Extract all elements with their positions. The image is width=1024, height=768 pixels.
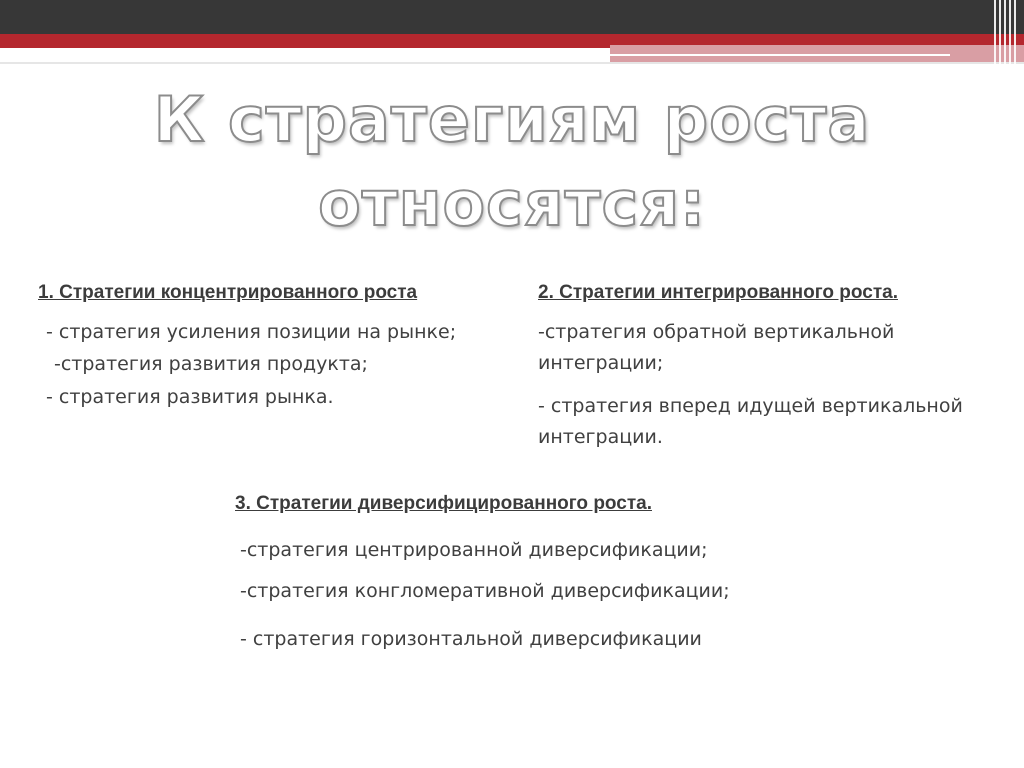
section-2-item: интеграции; <box>538 352 664 374</box>
section-1-item: - стратегия развития рынка. <box>46 386 334 408</box>
header-bar-red <box>0 34 1024 45</box>
section-3-item: - стратегия горизонтальной диверсификации <box>240 628 702 650</box>
slide-title-line-2: относятся: <box>318 167 706 240</box>
section-3-item: -стратегия центрированной диверсификации; <box>240 539 708 561</box>
slide-title <box>0 78 1024 246</box>
section-2-heading: 2. Стратегии интегрированного роста. <box>538 282 898 303</box>
section-2-item: - стратегия вперед идущей вертикальной <box>538 395 963 417</box>
header-thin-line <box>610 54 950 56</box>
slide-title-line-1: К стратегиям роста <box>153 83 871 156</box>
section-2-item: интеграции. <box>538 426 663 448</box>
section-1-heading: 1. Стратегии концентрированного роста <box>38 282 418 303</box>
header-bar-dark <box>0 0 1024 34</box>
header-red-stripe <box>0 45 610 48</box>
section-2-item: -стратегия обратной вертикальной <box>538 321 895 343</box>
header-decor-stripes <box>994 0 1018 70</box>
section-3-heading: 3. Стратегии диверсифицированного роста. <box>235 493 652 514</box>
section-1-item: - стратегия усиления позиции на рынке; <box>46 321 457 343</box>
section-1-item: -стратегия развития продукта; <box>54 353 368 375</box>
section-3-item: -стратегия конгломеративной диверсификации; <box>240 580 730 602</box>
header-gray-line <box>0 62 1024 64</box>
